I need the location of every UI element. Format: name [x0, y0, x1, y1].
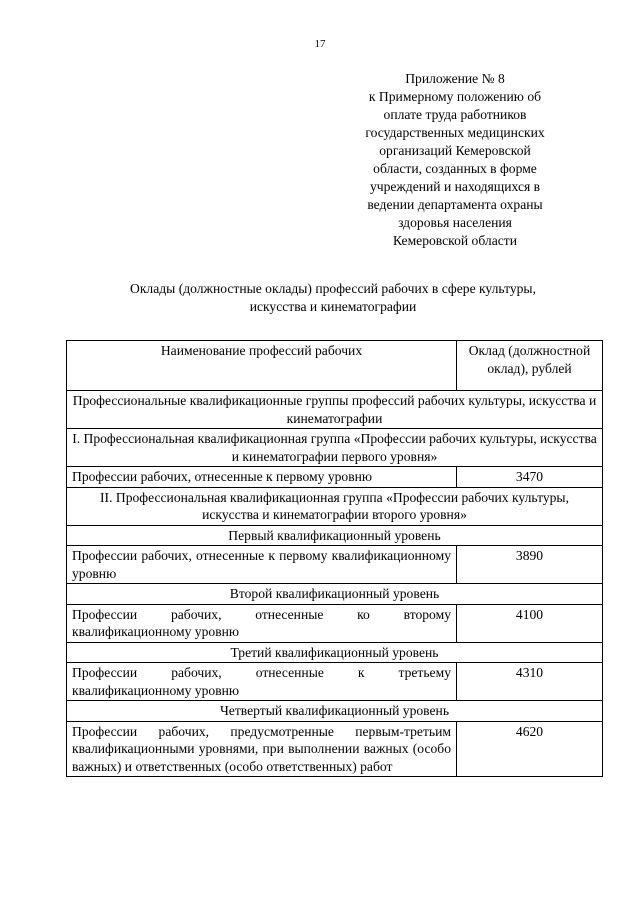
table-row	[67, 584, 603, 605]
group-header: Профессиональные квалификационные группы профессий рабочих культуры, искусства и кинематографии	[67, 391, 603, 429]
appendix-line: оплате труда работников	[383, 107, 527, 122]
appendix-line: ведении департамента охраны	[367, 197, 543, 212]
title-line: искусства и кинематографии	[249, 299, 417, 314]
header-profession: Наименование профессий рабочих	[67, 341, 457, 391]
level-title: Первый квалификационный уровень	[67, 525, 603, 546]
row-label: Профессии рабочих, отнесенные ко второму квалификационному уровню	[67, 604, 457, 642]
document-title	[66, 280, 600, 316]
row-value: 4310	[457, 663, 603, 701]
table-row	[67, 721, 603, 777]
row-value: 3890	[457, 546, 603, 584]
page-number: 17	[314, 38, 326, 50]
row-value: 4620	[457, 721, 603, 777]
appendix-line: Кемеровской области	[392, 233, 517, 248]
level-title: Третий квалификационный уровень	[67, 642, 603, 663]
appendix-line: государственных медицинских	[365, 125, 545, 140]
table-row	[67, 487, 603, 525]
row-value: 3470	[457, 467, 603, 488]
appendix-note	[350, 70, 560, 250]
table-row	[67, 391, 603, 429]
appendix-line: здоровья населения	[398, 215, 512, 230]
title-line: Оклады (должностные оклады) профессий рабочих в сфере культуры,	[130, 281, 536, 296]
table-row	[67, 663, 603, 701]
appendix-line: учреждений и находящихся в	[369, 179, 541, 194]
row-label: Профессии рабочих, отнесенные к третьему квалификационному уровню	[67, 663, 457, 701]
table-header-row	[67, 341, 603, 391]
table-row	[67, 604, 603, 642]
appendix-line: области, созданных в форме	[373, 161, 537, 176]
table-row	[67, 525, 603, 546]
appendix-line: Приложение № 8	[405, 71, 505, 86]
row-label: Профессии рабочих, отнесенные к первому квалификационному уровню	[67, 546, 457, 584]
row-label: Профессии рабочих, предусмотренные первым-третьим квалификационными уровнями, при выполнении важных (особо важных) и ответственных (особо ответственных) работ	[67, 721, 457, 777]
appendix-line: к Примерному положению об	[368, 89, 542, 104]
group1-title: I. Профессиональная квалификационная группа «Профессии рабочих культуры, искусства и кинематографии первого уровня»	[67, 429, 603, 467]
header-salary: Оклад (должностной оклад), рублей	[457, 341, 603, 391]
level-title: Второй квалификационный уровень	[67, 584, 603, 605]
table-row	[67, 701, 603, 722]
row-label: Профессии рабочих, отнесенные к первому уровню	[67, 467, 457, 488]
table-row	[67, 467, 603, 488]
level-title: Четвертый квалификационный уровень	[67, 701, 603, 722]
table-row	[67, 429, 603, 467]
salary-table	[66, 340, 603, 777]
group2-title: II. Профессиональная квалификационная группа «Профессии рабочих культуры, искусства и кинематографии второго уровня»	[67, 487, 603, 525]
table-row	[67, 546, 603, 584]
appendix-line: организаций Кемеровской	[379, 143, 531, 158]
row-value: 4100	[457, 604, 603, 642]
table-row	[67, 642, 603, 663]
